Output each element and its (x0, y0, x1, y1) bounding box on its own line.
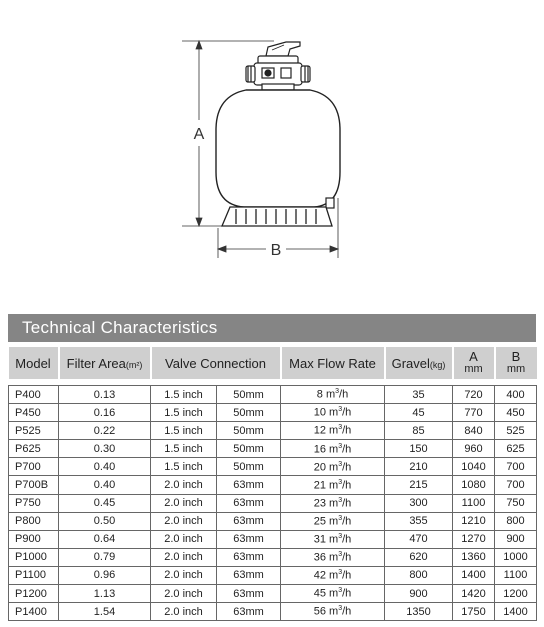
table-row (9, 422, 537, 440)
cell-gravel: 150 (385, 440, 453, 458)
cell-connection: 50mm (217, 422, 281, 440)
cell-dimension-a: 960 (453, 440, 495, 458)
table-row (9, 603, 537, 621)
cell-filter-area: 0.40 (59, 476, 151, 494)
cell-dimension-a: 1040 (453, 458, 495, 476)
cell-dimension-b: 900 (495, 530, 537, 548)
cell-model: P1400 (9, 603, 59, 621)
cell-filter-area: 0.30 (59, 440, 151, 458)
header-valve-connection: Valve Connection (151, 347, 281, 379)
cell-model: P400 (9, 386, 59, 404)
filter-tank-icon (216, 90, 340, 207)
cell-model: P450 (9, 404, 59, 422)
cell-dimension-a: 1100 (453, 494, 495, 512)
cell-model: P700 (9, 458, 59, 476)
cell-filter-area: 1.13 (59, 585, 151, 603)
cell-valve-size: 1.5 inch (151, 440, 217, 458)
cell-connection: 50mm (217, 404, 281, 422)
cell-filter-area: 1.54 (59, 603, 151, 621)
cell-connection: 63mm (217, 530, 281, 548)
cell-gravel: 300 (385, 494, 453, 512)
cell-dimension-a: 1420 (453, 585, 495, 603)
cell-flow-rate: 42 $m^3/h$ (281, 566, 385, 584)
multiport-valve-icon (246, 56, 310, 90)
technical-characteristics-table (8, 347, 537, 621)
dimension-a-label: A (193, 126, 205, 143)
cell-dimension-b: 1400 (495, 603, 537, 621)
cell-gravel: 45 (385, 404, 453, 422)
header-gravel: Gravel(kg) (385, 347, 453, 379)
cell-valve-size: 2.0 inch (151, 476, 217, 494)
table-row (9, 566, 537, 584)
cell-dimension-b: 750 (495, 494, 537, 512)
table-row (9, 404, 537, 422)
cell-model: P900 (9, 530, 59, 548)
cell-model: P1100 (9, 566, 59, 584)
cell-flow-rate: 23 $m^3/h$ (281, 494, 385, 512)
dimension-b-label: B (270, 242, 282, 259)
header-filter-area: Filter Area(m²) (59, 347, 151, 379)
table-row (9, 530, 537, 548)
cell-flow-rate: 20 $m^3/h$ (281, 458, 385, 476)
cell-dimension-b: 800 (495, 512, 537, 530)
cell-dimension-a: 1270 (453, 530, 495, 548)
cell-dimension-a: 1400 (453, 566, 495, 584)
cell-dimension-a: 1750 (453, 603, 495, 621)
section-title: Technical Characteristics (22, 318, 218, 337)
cell-gravel: 800 (385, 566, 453, 584)
cell-model: P525 (9, 422, 59, 440)
header-b: B mm (495, 347, 537, 379)
cell-valve-size: 2.0 inch (151, 530, 217, 548)
cell-model: P625 (9, 440, 59, 458)
cell-connection: 63mm (217, 585, 281, 603)
cell-valve-size: 2.0 inch (151, 512, 217, 530)
cell-model: P750 (9, 494, 59, 512)
cell-valve-size: 1.5 inch (151, 386, 217, 404)
table-row (9, 494, 537, 512)
cell-valve-size: 1.5 inch (151, 404, 217, 422)
cell-connection: 63mm (217, 512, 281, 530)
cell-flow-rate: 36 $m^3/h$ (281, 548, 385, 566)
cell-dimension-b: 1100 (495, 566, 537, 584)
cell-model: P1200 (9, 585, 59, 603)
cell-valve-size: 1.5 inch (151, 458, 217, 476)
cell-model: P1000 (9, 548, 59, 566)
cell-filter-area: 0.40 (59, 458, 151, 476)
cell-valve-size: 1.5 inch (151, 422, 217, 440)
cell-filter-area: 0.79 (59, 548, 151, 566)
filter-base-icon (222, 207, 332, 226)
cell-dimension-b: 525 (495, 422, 537, 440)
cell-gravel: 1350 (385, 603, 453, 621)
cell-connection: 63mm (217, 548, 281, 566)
cell-connection: 50mm (217, 386, 281, 404)
cell-flow-rate: 31 $m^3/h$ (281, 530, 385, 548)
table-row (9, 386, 537, 404)
cell-gravel: 85 (385, 422, 453, 440)
cell-flow-rate: 12 $m^3/h$ (281, 422, 385, 440)
cell-valve-size: 2.0 inch (151, 548, 217, 566)
cell-dimension-b: 625 (495, 440, 537, 458)
drain-plug-icon (326, 198, 334, 208)
section-title-bar (8, 314, 536, 342)
cell-gravel: 210 (385, 458, 453, 476)
cell-valve-size: 2.0 inch (151, 494, 217, 512)
cell-dimension-b: 1200 (495, 585, 537, 603)
cell-dimension-b: 700 (495, 476, 537, 494)
cell-flow-rate: 45 $m^3/h$ (281, 585, 385, 603)
cell-gravel: 215 (385, 476, 453, 494)
valve-handle-icon (266, 42, 300, 56)
cell-connection: 50mm (217, 440, 281, 458)
cell-dimension-b: 450 (495, 404, 537, 422)
cell-connection: 63mm (217, 566, 281, 584)
cell-filter-area: 0.45 (59, 494, 151, 512)
cell-valve-size: 2.0 inch (151, 566, 217, 584)
cell-valve-size: 2.0 inch (151, 585, 217, 603)
cell-dimension-a: 1360 (453, 548, 495, 566)
cell-filter-area: 0.22 (59, 422, 151, 440)
cell-filter-area: 0.50 (59, 512, 151, 530)
cell-filter-area: 0.96 (59, 566, 151, 584)
cell-filter-area: 0.64 (59, 530, 151, 548)
cell-dimension-a: 720 (453, 386, 495, 404)
cell-dimension-a: 770 (453, 404, 495, 422)
cell-model: P700B (9, 476, 59, 494)
table-row (9, 548, 537, 566)
table-row (9, 458, 537, 476)
header-model: Model (9, 347, 59, 379)
header-max-flow-rate: Max Flow Rate (281, 347, 385, 379)
cell-flow-rate: 8 $m^3/h$ (281, 386, 385, 404)
cell-dimension-b: 1000 (495, 548, 537, 566)
cell-flow-rate: 25 $m^3/h$ (281, 512, 385, 530)
table-row (9, 512, 537, 530)
table-row (9, 476, 537, 494)
cell-flow-rate: 56 $m^3/h$ (281, 603, 385, 621)
cell-flow-rate: 10 $m^3/h$ (281, 404, 385, 422)
cell-dimension-a: 1080 (453, 476, 495, 494)
cell-valve-size: 2.0 inch (151, 603, 217, 621)
cell-gravel: 35 (385, 386, 453, 404)
cell-gravel: 900 (385, 585, 453, 603)
cell-model: P800 (9, 512, 59, 530)
cell-dimension-b: 400 (495, 386, 537, 404)
cell-gravel: 620 (385, 548, 453, 566)
table-header-row (9, 347, 537, 379)
sand-filter-diagram (0, 0, 544, 300)
cell-dimension-a: 1210 (453, 512, 495, 530)
cell-dimension-b: 700 (495, 458, 537, 476)
cell-connection: 63mm (217, 603, 281, 621)
cell-connection: 63mm (217, 494, 281, 512)
cell-gravel: 470 (385, 530, 453, 548)
cell-gravel: 355 (385, 512, 453, 530)
cell-filter-area: 0.13 (59, 386, 151, 404)
cell-connection: 63mm (217, 476, 281, 494)
cell-filter-area: 0.16 (59, 404, 151, 422)
header-a: A mm (453, 347, 495, 379)
cell-flow-rate: 21 $m^3/h$ (281, 476, 385, 494)
table-row (9, 440, 537, 458)
cell-dimension-a: 840 (453, 422, 495, 440)
cell-flow-rate: 16 $m^3/h$ (281, 440, 385, 458)
table-row (9, 585, 537, 603)
cell-connection: 50mm (217, 458, 281, 476)
